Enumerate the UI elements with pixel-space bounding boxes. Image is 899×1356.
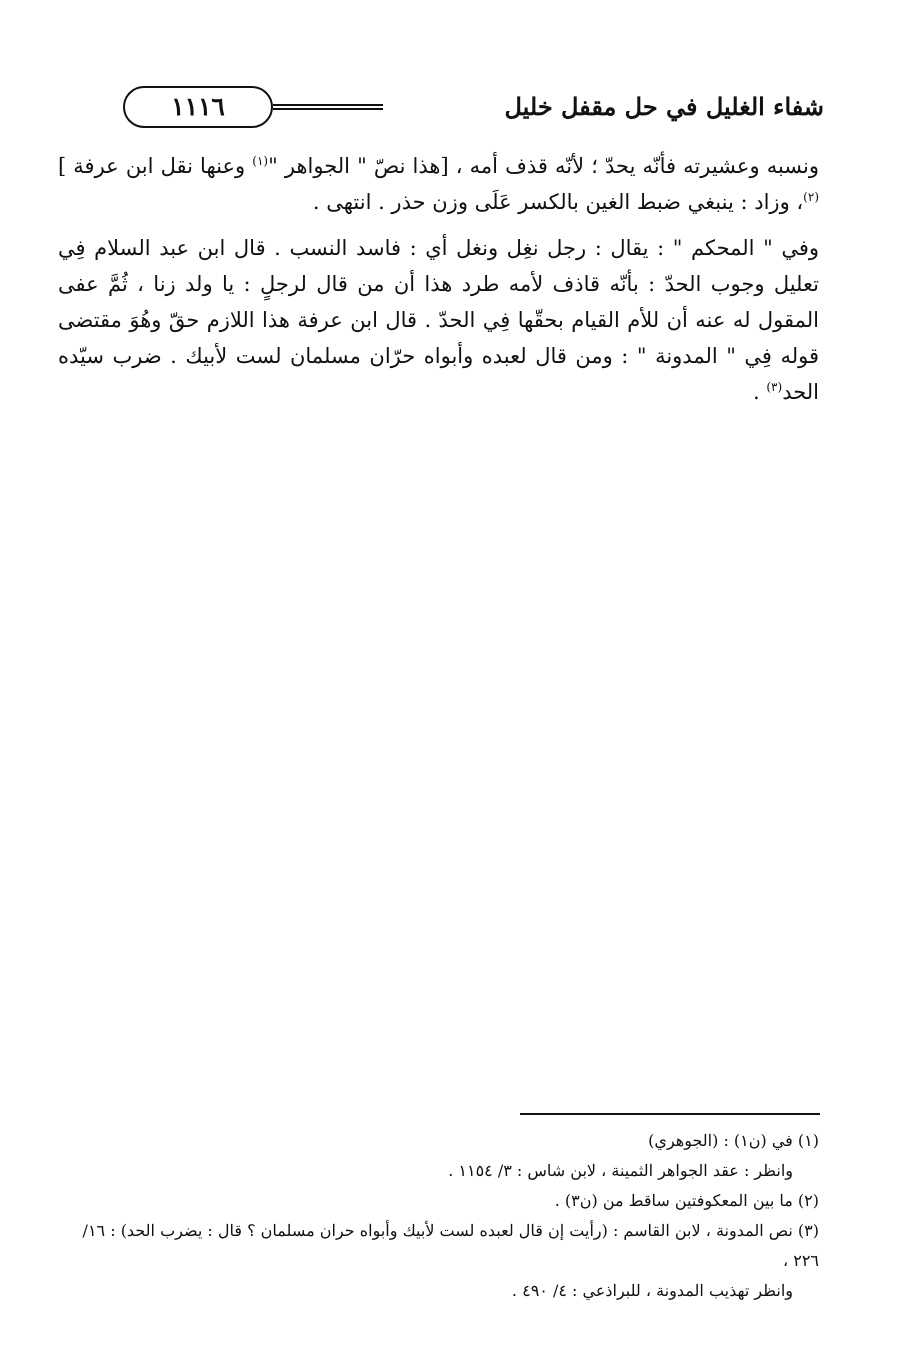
footnotes — [60, 1126, 819, 1306]
header-rule — [273, 104, 383, 111]
text-run: ونسبه وعشيرته فأنّه يحدّ ؛ لأنّه قذف أمه ، [هذا نصّ " الجواهر " — [268, 154, 820, 178]
footnote: (٢) ما بين المعكوفتين ساقط من (ن٣) . — [554, 1191, 819, 1210]
text-run: . — [753, 380, 767, 404]
page-header — [55, 86, 824, 130]
footnote-ref: (٣) — [766, 380, 783, 394]
footnote-ref: (٢) — [803, 190, 819, 204]
page-number: ١١١٦ — [123, 86, 273, 128]
footnote: (٣) نص المدونة ، لابن القاسم : (رأيت إن قال لعبده لست لأبيك وأبواه حران مسلمان ؟ قال : يضرب الحد) : ١٦/ ٢٢٦ ، — [82, 1221, 819, 1270]
footnote-continuation: وانظر : عقد الجواهر الثمينة ، لابن شاس : ٣/ ١١٥٤ . — [448, 1161, 793, 1180]
header-rule-line — [273, 104, 383, 106]
book-title: شفاء الغليل في حل مقفل خليل — [504, 92, 824, 121]
text-run: ، وزاد : ينبغي ضبط الغين بالكسر عَلَى وزن حذر . انتهى . — [312, 190, 804, 214]
footnote-ref: (١) — [252, 154, 269, 168]
footnote-separator — [520, 1113, 820, 1115]
footnote: (١) في (ن١) : (الجوهري) — [648, 1131, 819, 1150]
paragraph — [58, 148, 819, 220]
paragraph — [58, 230, 819, 410]
text-run: وعنها نقل ابن عرفة ] — [58, 154, 253, 178]
text-run: وفي " المحكم " : يقال : رجل نغِل ونغل أي : فاسد النسب . قال ابن عبد السلام فِي تعليل وجوب الحدّ : بأنّه قاذف لأمه طرد هذا أن من قال لرجلٍ : يا ولد زنا ، ثُمَّ عفى المقول له عنه أن للأم القيام بحقّها فِي الحدّ . قال ابن عرفة هذا اللازم حقّ وهُوَ مقتضى قوله فِي " المدونة " : ومن قال لعبده وأبواه حرّان مسلمان لست لأبيك . ضرب سيّده الحد — [58, 236, 819, 404]
footnote-continuation: وانظر تهذيب المدونة ، للبراذعي : ٤/ ٤٩٠ . — [511, 1281, 793, 1300]
header-rule-line — [273, 108, 383, 110]
main-text — [58, 148, 819, 420]
